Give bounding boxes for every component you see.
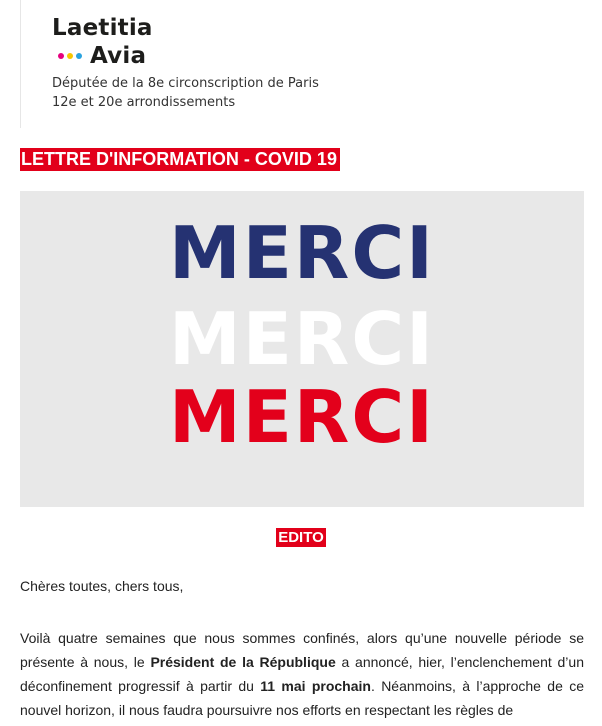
paragraph-bold-president: Président de la République	[150, 654, 336, 670]
logo-dots-icon	[58, 53, 82, 59]
greeting: Chères toutes, chers tous,	[20, 578, 184, 594]
section-heading	[0, 528, 602, 548]
logo	[52, 14, 319, 112]
paragraph-text-3: . Néanmoins, à l’approche de ce nouvel horizon, il nous faudra poursuivre nos efforts en respectant les règles de	[20, 678, 584, 718]
logo-subtitle-line1: Députée de la 8e circonscription de Paris	[52, 76, 319, 91]
edito-label: EDITO	[278, 529, 324, 546]
logo-row	[52, 42, 319, 70]
edito-paragraph	[20, 626, 584, 722]
magenta-dot-icon	[58, 53, 64, 59]
merci-image	[20, 191, 584, 507]
logo-subtitle-line2: 12e et 20e arrondissements	[52, 95, 236, 110]
yellow-dot-icon	[67, 53, 73, 59]
paragraph-bold-date: 11 mai prochain	[260, 678, 371, 694]
merci-line-red: MERCI	[169, 375, 435, 459]
logo-subtitle	[52, 74, 319, 112]
cyan-dot-icon	[76, 53, 82, 59]
logo-name-last: Avia	[90, 43, 147, 69]
left-divider	[20, 0, 21, 128]
paragraph-text-2: a annoncé, hier, l’enclenchement d’un déconfinement progressif à partir du	[20, 654, 584, 694]
logo-name-first: Laetitia	[52, 15, 153, 41]
merci-line-blue: MERCI	[169, 211, 435, 295]
paragraph-text-1: Voilà quatre semaines que nous sommes confinés, alors qu’une nouvelle période se présente à nous, le	[20, 630, 584, 670]
newsletter-title: LETTRE D'INFORMATION - COVID 19	[20, 148, 340, 171]
merci-line-white: MERCI	[169, 297, 435, 381]
